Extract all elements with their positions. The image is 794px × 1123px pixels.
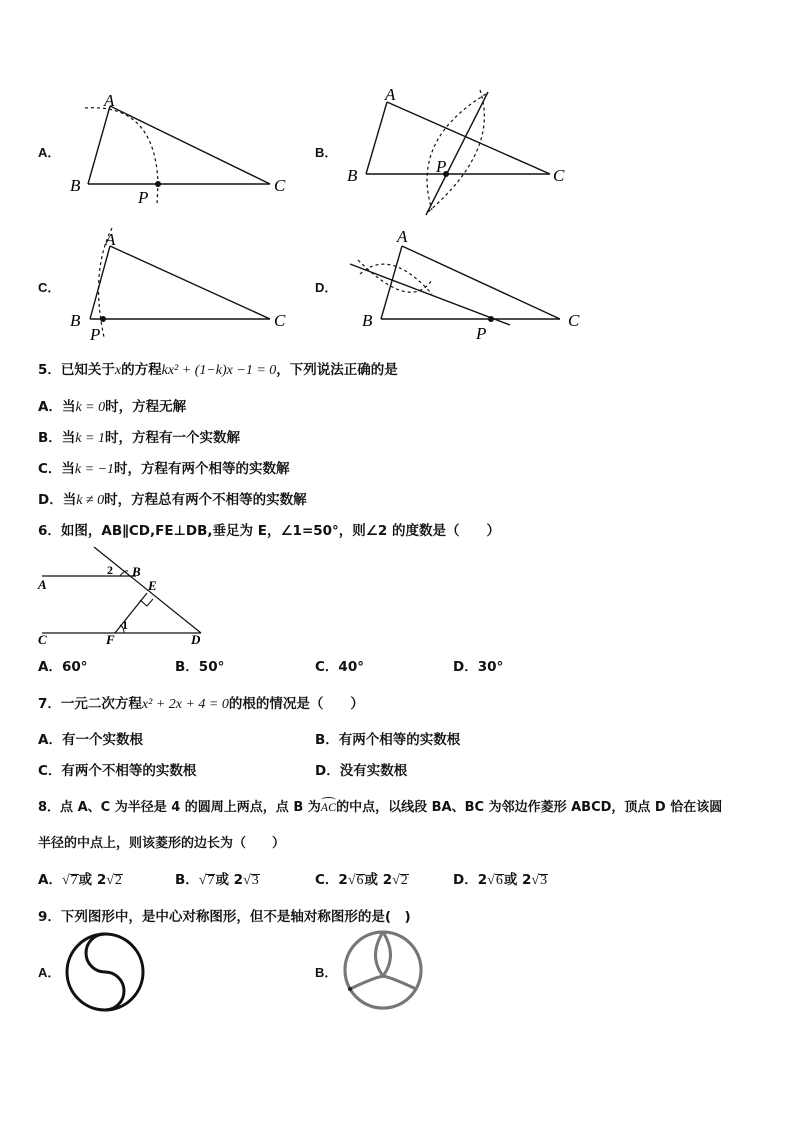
vertex-b-label: B [70,176,81,195]
point-p-label: P [90,325,101,344]
figure-option-d [340,222,590,347]
question-7-option-c [38,759,196,779]
option-label: A． [38,732,62,748]
option-text: 或 2 [503,872,532,888]
question-8-option-d [453,868,548,889]
point-p-label: P [138,188,149,207]
option-text: 当 [61,461,75,477]
question-6-option-b [175,655,224,675]
option-text: 没有实数根 [339,763,408,779]
option-a-label: A． [38,145,61,160]
option-value: 60° [61,659,88,675]
question-5-option-c [38,457,290,478]
stem-text: ，下列说法正确的是 [276,362,398,378]
option-value: 50° [198,659,225,675]
condition: k = 1 [75,431,105,446]
option-text: 时，方程总有两个不相等的实数解 [104,492,307,508]
sqrt-symbol: √ [531,873,540,888]
option-text: 有两个相等的实数根 [338,732,461,748]
question-8-line-1 [38,796,722,815]
vertex-c-label: C [553,166,565,185]
figure-option-a [60,88,300,208]
stem-text: 8．点 A、C 为半径是 4 的圆周上两点，点 B 为 [38,800,321,815]
vertex-a-label: A [104,91,115,110]
option-d-label: D． [315,280,338,295]
option-label: C． [38,461,62,477]
question-6-option-c [315,655,364,675]
arc-mark [321,797,336,803]
radicand: 2 [114,873,122,888]
figure-option-b [340,80,580,220]
coefficient: 2 [338,872,348,888]
radicand: 6 [356,873,364,888]
question-5-stem [38,358,398,379]
stem-text: 7．一元二次方程 [38,696,142,712]
option-b-label: B． [315,145,338,160]
vertex-b-label: B [362,311,373,330]
point-a-label: A [38,577,47,592]
point-e-label: E [148,578,157,593]
option-label: D． [453,872,478,888]
question-6-stem: 6．如图，AB∥CD,FE⊥DB,垂足为 E，∠1=50°，则∠2 的度数是（ ） [38,523,500,539]
option-text: 当 [61,399,76,415]
variable-x: x [114,363,122,378]
option-text: 当 [61,430,76,446]
question-8-option-c [315,868,409,889]
option-c-label: C． [38,280,61,295]
sqrt-symbol: √ [198,873,207,888]
question-5-option-b [38,426,240,447]
radicand: 6 [495,873,503,888]
coefficient: 2 [477,872,488,888]
sqrt-symbol: √ [61,873,70,888]
option-label: C． [315,659,339,675]
option-label: B． [175,872,199,888]
option-label: B． [315,732,339,748]
option-text: 或 2 [215,872,244,888]
equation: x² + 2x + 4 = 0 [141,697,229,712]
question-7-stem [38,692,364,713]
sqrt-symbol: √ [106,873,114,888]
sqrt-symbol: √ [487,873,495,888]
option-label: D． [315,763,340,779]
vertex-a-label: A [385,85,396,104]
stem-text: 已知关于 [60,362,115,378]
radicand: 2 [400,873,408,888]
point-p-label: P [476,324,487,343]
option-text: 时，方程有一个实数解 [104,430,240,446]
vertex-b-label: B [70,311,81,330]
option-text: 时，方程无解 [105,399,187,415]
vertex-a-label: A [397,227,408,246]
radicand: 3 [540,873,548,888]
vertex-a-label: A [105,230,116,249]
option-text: 有两个不相等的实数根 [61,763,197,779]
option-label: C． [38,763,62,779]
question-8-line-2: 半径的中点上，则该菱形的边长为（ ） [38,836,286,851]
question-number: 5． [38,362,61,378]
option-label: D． [38,492,63,508]
point-d-label: D [191,632,201,645]
option-label: B． [175,659,199,675]
stem-text: 的根的情况是（ ） [228,696,364,712]
point-c-label: C [38,632,47,645]
question-8-option-a [38,868,123,889]
question-6-figure [36,545,216,645]
equation: kx² + (1−k)x −1 = 0 [161,363,277,378]
vertex-b-label: B [347,166,358,185]
condition: k = 0 [75,400,106,415]
vertex-c-label: C [568,311,580,330]
option-text: 或 2 [78,872,107,888]
sqrt-symbol: √ [392,873,400,888]
condition: k ≠ 0 [76,493,105,508]
taiji-figure [62,930,148,1014]
sqrt-symbol: √ [243,873,251,888]
option-label: A． [38,659,62,675]
option-label: A． [38,399,62,415]
question-7-option-a [38,728,143,748]
radicand: 7 [70,873,78,888]
vertex-c-label: C [274,311,286,330]
condition: k = −1 [74,462,115,477]
stem-text: 的方程 [121,362,162,378]
question-6-option-d [453,655,503,675]
point-b-label: B [132,564,141,579]
option-text: 有一个实数根 [61,732,143,748]
question-5-option-a [38,395,186,416]
arc-text: AC [320,800,337,814]
question-9-option-a-label: A． [38,965,61,980]
angle-1-label: 1 [122,618,128,632]
question-6-option-a [38,655,88,675]
point-p-label: P [436,157,447,176]
option-text: 时，方程有两个相等的实数解 [114,461,290,477]
sqrt-symbol: √ [347,873,356,888]
question-7-option-d [315,759,407,779]
stem-text: 的中点，以线段 BA、BC 为邻边作菱形 ABCD，顶点 D 恰在该圆 [336,800,723,815]
option-label: B． [38,430,62,446]
radicand: 3 [251,873,259,888]
point-f-label: F [106,632,115,645]
question-8-option-b [175,868,260,889]
radicand: 7 [207,873,215,888]
option-value: 30° [477,659,504,675]
option-label: A． [38,872,62,888]
question-9-stem: 9．下列图形中，是中心对称图形，但不是轴对称图形的是( ) [38,909,411,925]
angle-2-label: 2 [107,563,113,577]
arc-ac [321,800,336,815]
figure-option-c [60,222,300,347]
question-7-option-b [315,728,460,748]
option-label: C． [315,872,339,888]
option-text: 或 2 [364,872,393,888]
question-9-option-b-label: B． [315,965,338,980]
three-petal-figure [338,926,428,1014]
option-text: 当 [62,492,77,508]
question-5-option-d [38,488,307,509]
vertex-c-label: C [274,176,286,195]
option-value: 40° [338,659,364,675]
option-label: D． [453,659,478,675]
